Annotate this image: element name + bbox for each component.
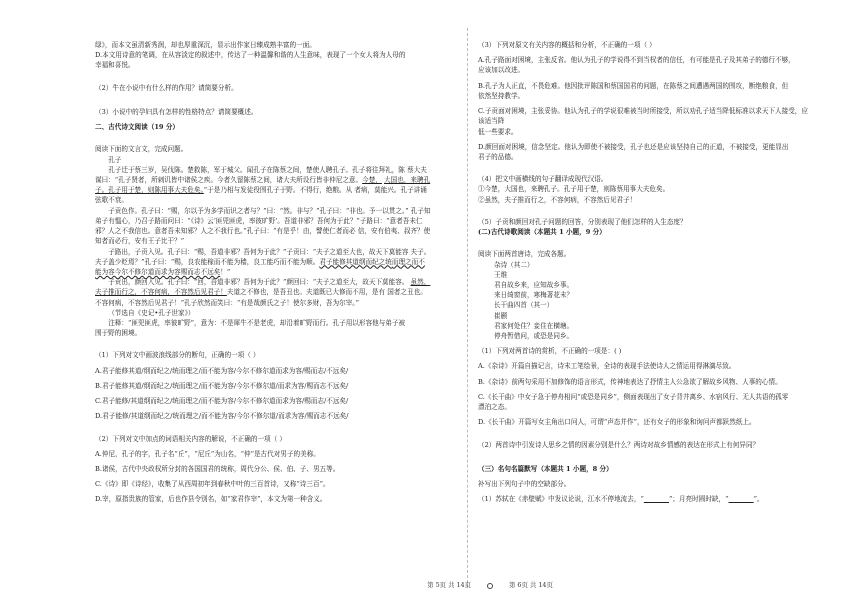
poem-intro: 阅读下面两首唐诗，完成各题。 <box>478 250 571 259</box>
blank[interactable] <box>644 495 669 503</box>
note: 围于野的困境。 <box>95 329 142 338</box>
section-heading: (二)古代诗歌阅读（本题共 1 小题，9 分） <box>478 228 606 237</box>
fill-blank-question: （1）苏轼在《赤壁赋》中发议论说，江水不停地流去，“ ”；月亮时圆时缺，“ ”。 <box>478 495 764 504</box>
option-d: D.君子能修/其道纲而纪之/统而理之/而不能为容/今尔不修尔道/而求为容/赐而志不远矣/ <box>95 412 349 421</box>
option-a: A.仲尼，孔子的字，孔子名“丘”，“尼丘”为山名，“仲”是古代对男子的美称。 <box>95 449 320 458</box>
question: （2）下列对文中加点的词语相关内容的解说，不正确的一项（ ） <box>95 434 286 443</box>
paragraph: 子路出，子贡入见。孔子曰：“赐，吾道非邪？吾何为于此？”子贡曰：“夫子之道至大也，故天下莫能容 夫子。夫子盖少贬焉？”孔子曰：“赐，良农能稼而不能为穑，良工能巧而不能为顺。君子能修其道纲而纪之统而理之而不能为容今尔不修尔道而求为容赐而志不远矣！” <box>95 247 431 276</box>
option-b: B.孔子为人正直，不畏危难。他因批评陈国和蔡国国君的问题，在陈蔡之间遭遇两国的围攻，断绝粮食，但 依然坚持教学。 <box>478 81 789 100</box>
option-d: D.《长干曲》开篇写女主角出口问人，可谓“声态并作”，还有女子的形象和询问声都跃然纸上。 <box>478 418 756 427</box>
poem-title: 长干曲四首（其一） <box>494 301 554 310</box>
poem-author: 崔颢 <box>494 311 508 320</box>
text-line: 幸福和喜悦。 <box>95 61 135 70</box>
option-b: B.诸侯，古代中央政权所分封的各国国君的统称，周代分公、侯、伯、子、男五等。 <box>95 465 340 473</box>
poem-title: 杂诗（其二） <box>494 260 534 269</box>
text-line: 绿》，而本文虽清新秀润，却也厚重深沉，显示出作家日臻成熟丰富的一面。 <box>95 41 316 49</box>
section-heading: （三）名句名篇默写（本题共 1 小题，8 分） <box>478 464 613 473</box>
page-number-right: 第 6页 共 14页 <box>509 581 553 589</box>
page-footer <box>360 581 620 591</box>
option-c: C.《长干曲》中女子急于停舟相问“或恐是同乡”，侧面表现出了女子背井离乡、水宿风行、无人共语的孤零 漂泊之态。 <box>478 392 789 412</box>
option-a: A.《杂诗》开篇自描记言，诗末工笔绘景，全诗的表现手法使诗人之情运用得淋漓尽致。 <box>478 362 736 371</box>
right-page <box>478 40 814 504</box>
question: （4）把文中画横线的句子翻译成现代汉语。 <box>478 175 608 184</box>
option-c: C.君子能修/其道纲而纪之/统而理之/而不能为容/今尔不修尔道而求为容/赐而志/不远矣/ <box>95 397 349 406</box>
section-heading: 二、古代诗文阅读（19 分） <box>95 123 180 132</box>
option-c: C.《诗》即《诗经》，收集了从西周初年到春秋中叶的三百首诗，又称“诗三百”。 <box>95 480 330 489</box>
option-b: B.君子能修其道/纲而纪之/统而理之/而不能为容/今尔不修尔道/而求为容/赐而志不远矣/ <box>95 381 349 390</box>
question: （2）牛在小说中有什么样的作用？请简要分析。 <box>95 83 238 92</box>
question: （3）下列对原文有关内容的概括和分析，不正确的一项（ ） <box>478 41 656 49</box>
option-a: A.君子能修其道/纲而纪之/统而理之/而不能为容/今尔不修尔道而求为容/赐而志/不远矣/ <box>95 366 349 375</box>
option-a: A.孔子路面对困境，主张反省。他认为孔子的学说得不到当权者的信任，有可能是孔子及其弟子的德行不够， 应该加以改进。 <box>478 56 795 75</box>
sub-question: ②虽然，夫子推而行之，不容何病，不容然后见君子！ <box>478 195 637 204</box>
poem-line: 来日绮窗前，寒梅著花未？ <box>494 291 574 300</box>
paragraph: 子贡出，颜回入见。孔子曰：“回，吾道非邪？吾何为于此？”颜回曰：“夫子之道至大，故天下莫能容。 虽然，夫子推而行之，不容何病，不容然后见君子！夫道之不修也，是吾丑也。夫道既已大修而不用，是有 国者之丑也。不容何病，不容然后见君子！”孔子欣然而笑曰：“有是哉颜氏之子！使尔多财，吾为尔宰。” <box>95 278 431 307</box>
poem-line: 君家何处住？妾住在横塘。 <box>494 321 574 330</box>
poem-block <box>478 260 814 342</box>
sub-question: ①今楚，大国也，来聘孔子。孔子用于楚，则陈蔡用事大夫危矣。 <box>478 185 670 194</box>
circle-icon <box>487 583 493 589</box>
poem-line: 君自故乡来，应知故乡事。 <box>494 280 574 289</box>
paragraph: 孔子迁于蔡三岁，吴伐陈。楚救陈，军于城父。闻孔子在陈蔡之间，楚使人聘孔子。孔子将往拜礼，陈 蔡大夫谋曰：“孔子贤者，所刺讥皆中诸侯之疾。今者久留陈蔡之间，诸大夫所设行皆非仲尼之意。今楚， 大国也，来聘孔子。孔子用于楚，则陈用事大夫危矣。”于是乃相与发徒役围孔子于野。不得行，绝粮。从 者病，莫能兴。孔子讲诵弦歌不衰。 <box>95 165 431 205</box>
option-d: D.宰，原指贵族的管家，后也作县令别名，如“家君作宰”，本文为第一种含义。 <box>95 495 327 504</box>
note: 注释：“匪兕匪虎，率彼旷野”，意为：不是犀牛不是老虎，却沿着旷野而行。孔子用以形容他与弟子被 <box>108 319 406 328</box>
question: （1）下列对文中画波浪线部分的断句，正确的一项（ ） <box>95 351 260 360</box>
passage-intro: 阅读下面的文言文，完成问题。 <box>95 145 188 154</box>
option-c: C.子贡面对困境，主张妥协。他认为孔子的学说很难被当时所接受，所以劝孔子适当降低标准以求天下人接受，应该适当降 低一些要求。 <box>478 107 808 136</box>
page-divider <box>467 28 468 588</box>
passage-title: 孔子 <box>108 155 122 164</box>
text-line: D.本文用诗意的笔调，在从容淡定的叙述中，传达了一种温馨和谐的人生意味，表现了一个女人将为人母的 <box>95 51 406 60</box>
question: （5）子贡和颜回对孔子问题的回答，分别表现了他们怎样的人生态度？ <box>478 217 687 226</box>
question: （3）小说中的孕妇具有怎样的性格特点？请简要概述。 <box>95 107 258 116</box>
question: （1）下列对两首诗的赏析，不正确的一项是：( ) <box>478 347 622 356</box>
poem-line: 停舟暂借问，或恐是同乡。 <box>494 332 574 341</box>
blank[interactable] <box>728 495 753 503</box>
section-intro: 补写出下列句子中的空缺部分。 <box>478 480 571 488</box>
option-d <box>95 50 431 70</box>
left-page <box>95 40 431 505</box>
paragraph: 子贡色作。孔子曰：“赐，尔以予为多学而识之者与？”曰：“然。非与？”孔子曰：“非也。予一以贯之。” 孔子知弟子有愠心，乃召子路而问曰：“《诗》云‘匪兕匪虎，率彼旷野’。吾道非邪？吾何为于此？”子路曰：“意者吾未仁邪？人之不我信也。意者吾未知邪？人之不我行也。”孔子曰：“有是乎！由，譬使仁者而必 信，安有伯夷、叔齐？使知者而必行，安有王子比干？” <box>95 206 431 246</box>
source: （节选自《史记•孔子世家》） <box>108 308 195 317</box>
question: （2）两首诗中引发诗人思乡之情的因素分别是什么？两诗对故乡情感的表达在形式上有何异同？ <box>478 440 760 449</box>
option-b: B.《杂诗》前两句采用不加修饰的语言形式，传神地表达了抒情主人公急欲了解故乡风物、人事的心情。 <box>478 377 782 386</box>
option-d: D.颜回面对困境，信念坚定。他认为即使不被接受，孔子也还是应该坚持自己的正道，不被接受，更能显出 君子的品德。 <box>478 142 789 161</box>
poem-author: 王维 <box>494 270 508 279</box>
page-number-left: 第 5页 共 14页 <box>427 581 471 589</box>
